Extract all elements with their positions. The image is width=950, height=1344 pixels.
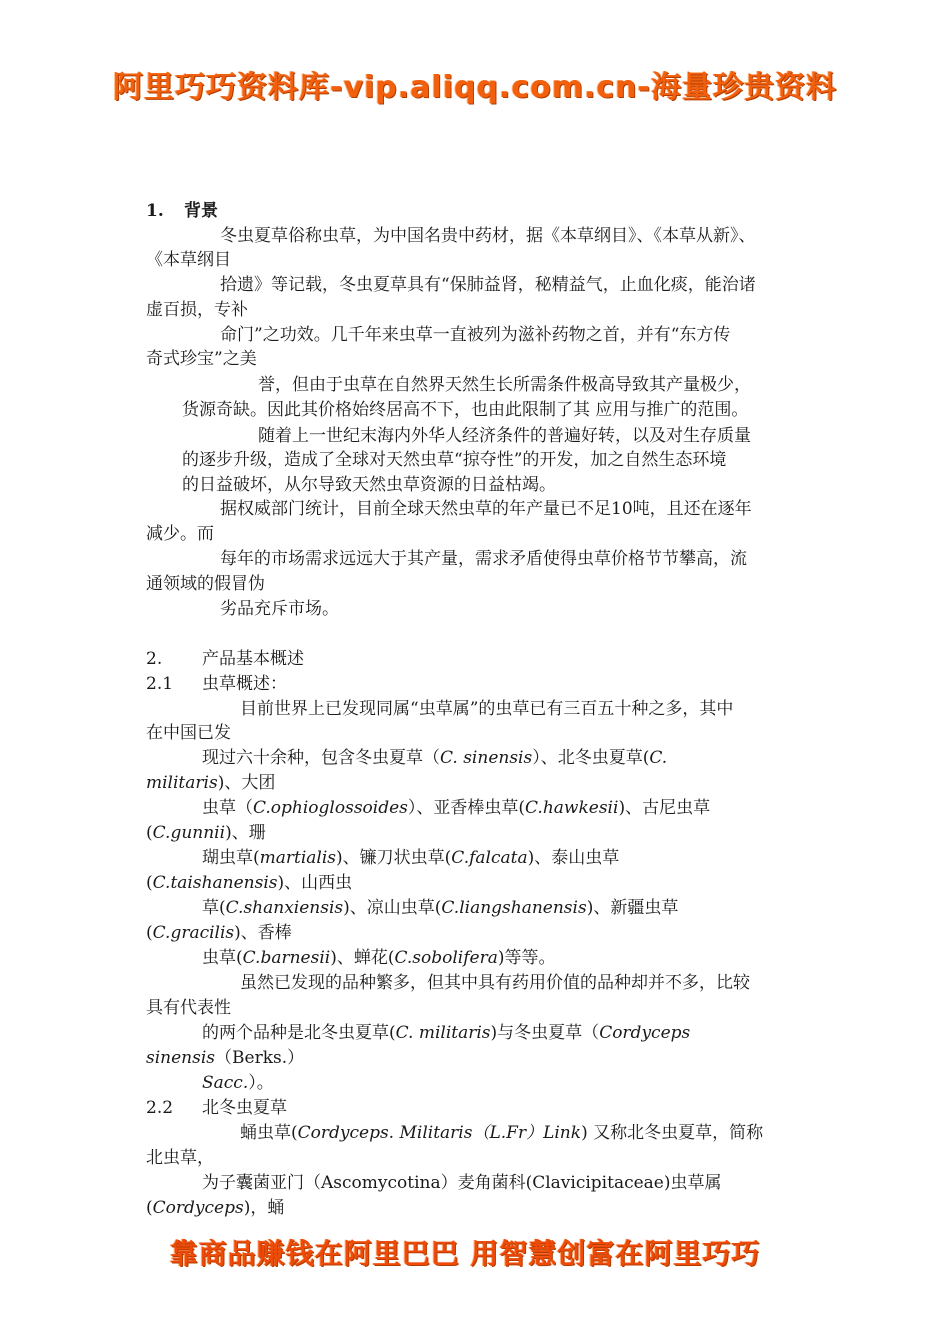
paragraph-line: sinensis（Berks.） — [146, 1048, 305, 1068]
paragraph-line: 北虫草， — [146, 1148, 214, 1168]
paragraph-line: 据权威部门统计，目前全球天然虫草的年产量已不足10吨，且还在逐年 — [220, 499, 752, 519]
paragraph-line: 减少。而 — [146, 524, 214, 544]
paragraph-line: 虫草(C.barnesii)、蝉花(C.sobolifera)等等。 — [202, 948, 556, 968]
paragraph-line: 誉，但由于虫草在自然界天然生长所需条件极高导致其产量极少， — [258, 375, 751, 395]
subsection-2-2-number: 2.2 — [146, 1098, 174, 1118]
paragraph-line: 为子囊菌亚门（Ascomycotina）麦角菌科(Clavicipitaceae)虫草属 — [202, 1173, 722, 1193]
section-2-number: 2. — [146, 649, 163, 669]
paragraph-line: 随着上一世纪末海内外华人经济条件的普遍好转，以及对生存质量 — [258, 426, 751, 446]
paragraph-line: 目前世界上已发现同属“虫草属”的虫草已有三百五十种之多，其中 — [240, 699, 734, 719]
paragraph-line: 瑚虫草(martialis)、镰刀状虫草(C.falcata)、泰山虫草 — [202, 848, 620, 868]
paragraph-line: 蛹虫草(Cordyceps. Militaris（L.Fr）Link) 又称北冬虫夏草，简称 — [240, 1123, 764, 1143]
subsection-2-1-title: 虫草概述： — [202, 674, 287, 694]
footer-banner: 靠商品赚钱在阿里巴巴 用智慧创富在阿里巧巧 — [169, 1237, 761, 1270]
paragraph-line: 在中国已发 — [146, 723, 231, 743]
paragraph-line: (Cordyceps)，蛹 — [146, 1198, 285, 1218]
section-1-title: 背景 — [184, 201, 218, 221]
paragraph-line: 劣品充斥市场。 — [220, 599, 339, 619]
paragraph-line: 具有代表性 — [146, 998, 231, 1018]
paragraph-line: (C.gracilis)、香棒 — [146, 923, 292, 943]
section-2-title: 产品基本概述 — [202, 649, 304, 669]
subsection-2-2-title: 北冬虫夏草 — [202, 1098, 287, 1118]
paragraph-line: 奇式珍宝”之美 — [146, 349, 257, 369]
paragraph-line: (C.taishanensis)、山西虫 — [146, 873, 353, 893]
header-banner: 阿里巧巧资料库-vip.aliqq.com.cn-海量珍贵资料 — [113, 70, 837, 105]
paragraph-line: 货源奇缺。因此其价格始终居高不下，也由此限制了其 应用与推广的范围。 — [182, 400, 749, 420]
paragraph-line: 虽然已发现的品种繁多，但其中具有药用价值的品种却并不多，比较 — [240, 973, 750, 993]
section-1-number: 1. — [146, 201, 164, 221]
paragraph-line: (C.gunnii)、珊 — [146, 823, 266, 843]
paragraph-line: 冬虫夏草俗称虫草，为中国名贵中药材，据《本草纲目》、《本草从新》、 — [220, 226, 756, 246]
paragraph-line: 通领域的假冒伪 — [146, 574, 265, 594]
subsection-2-1-number: 2.1 — [146, 674, 174, 694]
paragraph-line: 的两个品种是北冬虫夏草(C. militaris)与冬虫夏草（Cordyceps — [202, 1023, 691, 1043]
paragraph-line: militaris)、大团 — [146, 773, 276, 793]
paragraph-line: 草(C.shanxiensis)、凉山虫草(C.liangshanensis)、新疆虫草 — [202, 898, 679, 918]
paragraph-line: 《本草纲目 — [146, 250, 231, 270]
paragraph-line: 虚百损，专补 — [146, 300, 248, 320]
paragraph-line: 的日益破坏，从尔导致天然虫草资源的日益枯竭。 — [182, 475, 556, 495]
paragraph-line: 每年的市场需求远远大于其产量，需求矛盾使得虫草价格节节攀高，流 — [220, 549, 747, 569]
paragraph-line: 命门”之功效。几千年来虫草一直被列为滋补药物之首，并有“东方传 — [220, 325, 731, 345]
paragraph-line: Sacc.）。 — [202, 1073, 274, 1093]
paragraph-line: 的逐步升级，造成了全球对天然虫草“掠夺性”的开发，加之自然生态环境 — [182, 450, 727, 470]
paragraph-line: 虫草（C.ophioglossoides）、亚香棒虫草(C.hawkesii)、古尼虫草 — [202, 798, 711, 818]
paragraph-line: 拾遗》等记载，冬虫夏草具有“保肺益肾，秘精益气，止血化痰，能治诸 — [220, 275, 756, 295]
paragraph-line: 现过六十余种，包含冬虫夏草（C. sinensis）、北冬虫夏草(C. — [202, 748, 668, 768]
